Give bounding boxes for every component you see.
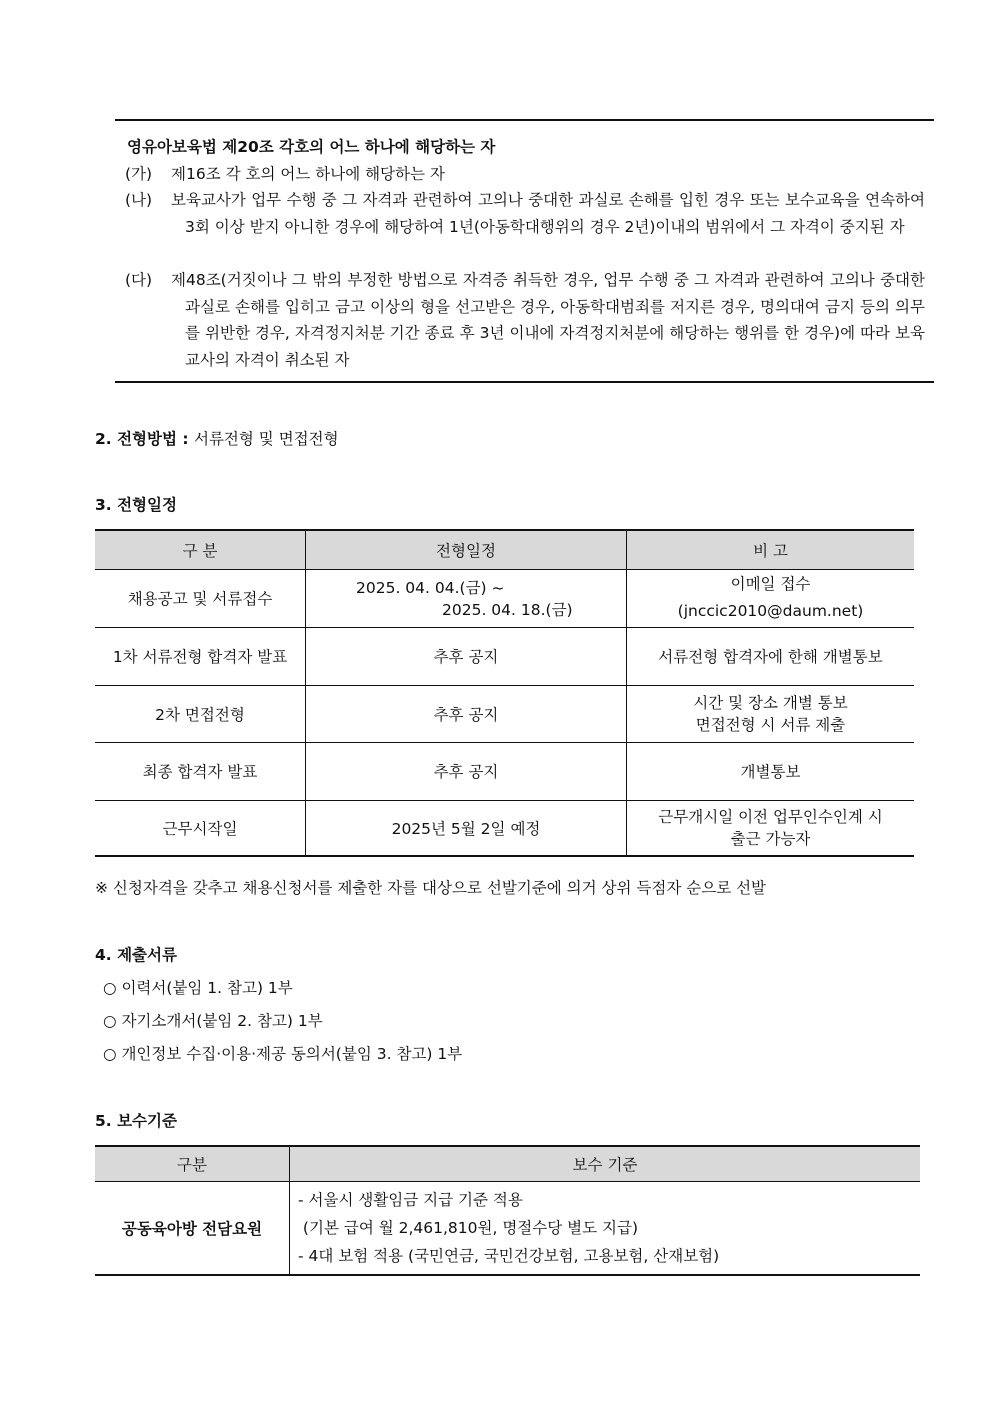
- item-text: 보육교사가 업무 수행 중 그 자격과 관련하여 고의나 중대한 과실로 손해를 입힌 경우 또는 보수교육을 연속하여 3회 이상 받지 아니한 경우에 해당하여 1년(아동학대행위의 경우 2년)이내의 범위에서 그 자격이 중지된 자: [171, 191, 925, 236]
- role-cell: 공동육아방 전담요원: [95, 1181, 290, 1275]
- pay-line: - 서울시 생활임금 지급 기준 적용: [298, 1190, 523, 1209]
- row-note: 서류전형 합격자에 한해 개별통보: [627, 627, 915, 685]
- section5-heading: 5. 보수기준: [95, 1112, 177, 1130]
- item-text: 제48조(거짓이나 그 밖의 부정한 방법으로 자격증 취득한 경우, 업무 수행 중 그 자격과 관련하여 고의나 중대한 과실로 손해를 입히고 금고 이상의 형을 선고받은 경우, 아동학대범죄를 저지른 경우, 명의대여 금지 등의 의무를 위반한 경우, 자격정지처분 기간 종료 후 3년 이내에 자격정지처분에 해당하는 행위를 한 경우)에 따라 보육교사의 자격이 취소된 자: [171, 271, 925, 369]
- pay-criteria-cell: [290, 1181, 921, 1275]
- row-schedule: 추후 공지: [306, 685, 627, 742]
- header-cell: 보수 기준: [290, 1146, 921, 1181]
- table-row: [95, 627, 914, 685]
- row-note: [627, 685, 915, 742]
- note-line: 근무개시일 이전 업무인수인계 시: [658, 807, 883, 826]
- item-label: (가): [125, 165, 153, 183]
- header-cell: 전형일정: [306, 530, 627, 569]
- row-schedule: 2025년 5월 2일 예정: [306, 800, 627, 856]
- note-line: 면접전형 시 서류 제출: [695, 715, 846, 734]
- item-label: (나): [125, 191, 153, 209]
- row-note: [627, 800, 915, 856]
- table-row: [95, 685, 914, 742]
- table-row: [95, 742, 914, 800]
- note-line: 출근 가능자: [730, 829, 811, 848]
- header-cell: 구 분: [95, 530, 306, 569]
- row-label: 근무시작일: [95, 800, 306, 856]
- section2-value: 서류전형 및 면접전형: [193, 430, 339, 448]
- pay-line: (기본 급여 월 2,461,810원, 명절수당 별도 지급): [298, 1218, 639, 1237]
- section4-heading: 4. 제출서류: [95, 946, 177, 964]
- row-label: 2차 면접전형: [95, 685, 306, 742]
- row-note: 개별통보: [627, 742, 915, 800]
- table-row: [95, 800, 914, 856]
- section2-heading: [95, 427, 339, 449]
- header-cell: 비 고: [627, 530, 915, 569]
- table-row: [95, 569, 914, 627]
- box-title: 영유아보육법 제20조 각호의 어느 하나에 해당하는 자: [127, 138, 496, 156]
- row-note: [627, 569, 915, 627]
- document-item: ○ 이력서(붙임 1. 참고) 1부: [103, 979, 293, 997]
- schedule-start: 2025. 04. 04.(금) ~: [356, 579, 505, 597]
- selection-note: ※ 신청자격을 갖추고 채용신청서를 제출한 자를 대상으로 선발기준에 의거 상위 득점자 순으로 선발: [95, 879, 767, 897]
- row-schedule: 추후 공지: [306, 627, 627, 685]
- pay-table: [95, 1145, 920, 1276]
- document-item: ○ 개인정보 수집·이용·제공 동의서(붙임 3. 참고) 1부: [103, 1045, 463, 1063]
- row-schedule: [306, 569, 627, 627]
- note-line: 이메일 접수: [730, 575, 811, 593]
- schedule-end: 2025. 04. 18.(금): [442, 601, 573, 619]
- section2-label: 2. 전형방법 :: [95, 430, 189, 448]
- email-address: (jnccic2010@daum.net): [677, 602, 864, 620]
- row-label: 최종 합격자 발표: [95, 742, 306, 800]
- table-row: [95, 1181, 920, 1275]
- section3-heading: 3. 전형일정: [95, 496, 177, 514]
- pay-line: - 4대 보험 적용 (국민연금, 국민건강보험, 고용보험, 산재보험): [298, 1246, 720, 1265]
- row-label: 채용공고 및 서류접수: [95, 569, 306, 627]
- document-item: ○ 자기소개서(붙임 2. 참고) 1부: [103, 1012, 323, 1030]
- schedule-table: [95, 529, 914, 857]
- table-header-row: [95, 530, 914, 569]
- header-cell: 구분: [95, 1146, 290, 1181]
- box-item-ga: [125, 161, 925, 188]
- box-item-na: [125, 187, 925, 240]
- disqualification-box: [115, 119, 934, 383]
- row-schedule: 추후 공지: [306, 742, 627, 800]
- table-header-row: [95, 1146, 920, 1181]
- box-item-da: [125, 267, 925, 373]
- item-label: (다): [125, 271, 153, 289]
- note-line: 시간 및 장소 개별 통보: [693, 693, 848, 712]
- item-text: 제16조 각 호의 어느 하나에 해당하는 자: [171, 165, 445, 183]
- row-label: 1차 서류전형 합격자 발표: [95, 627, 306, 685]
